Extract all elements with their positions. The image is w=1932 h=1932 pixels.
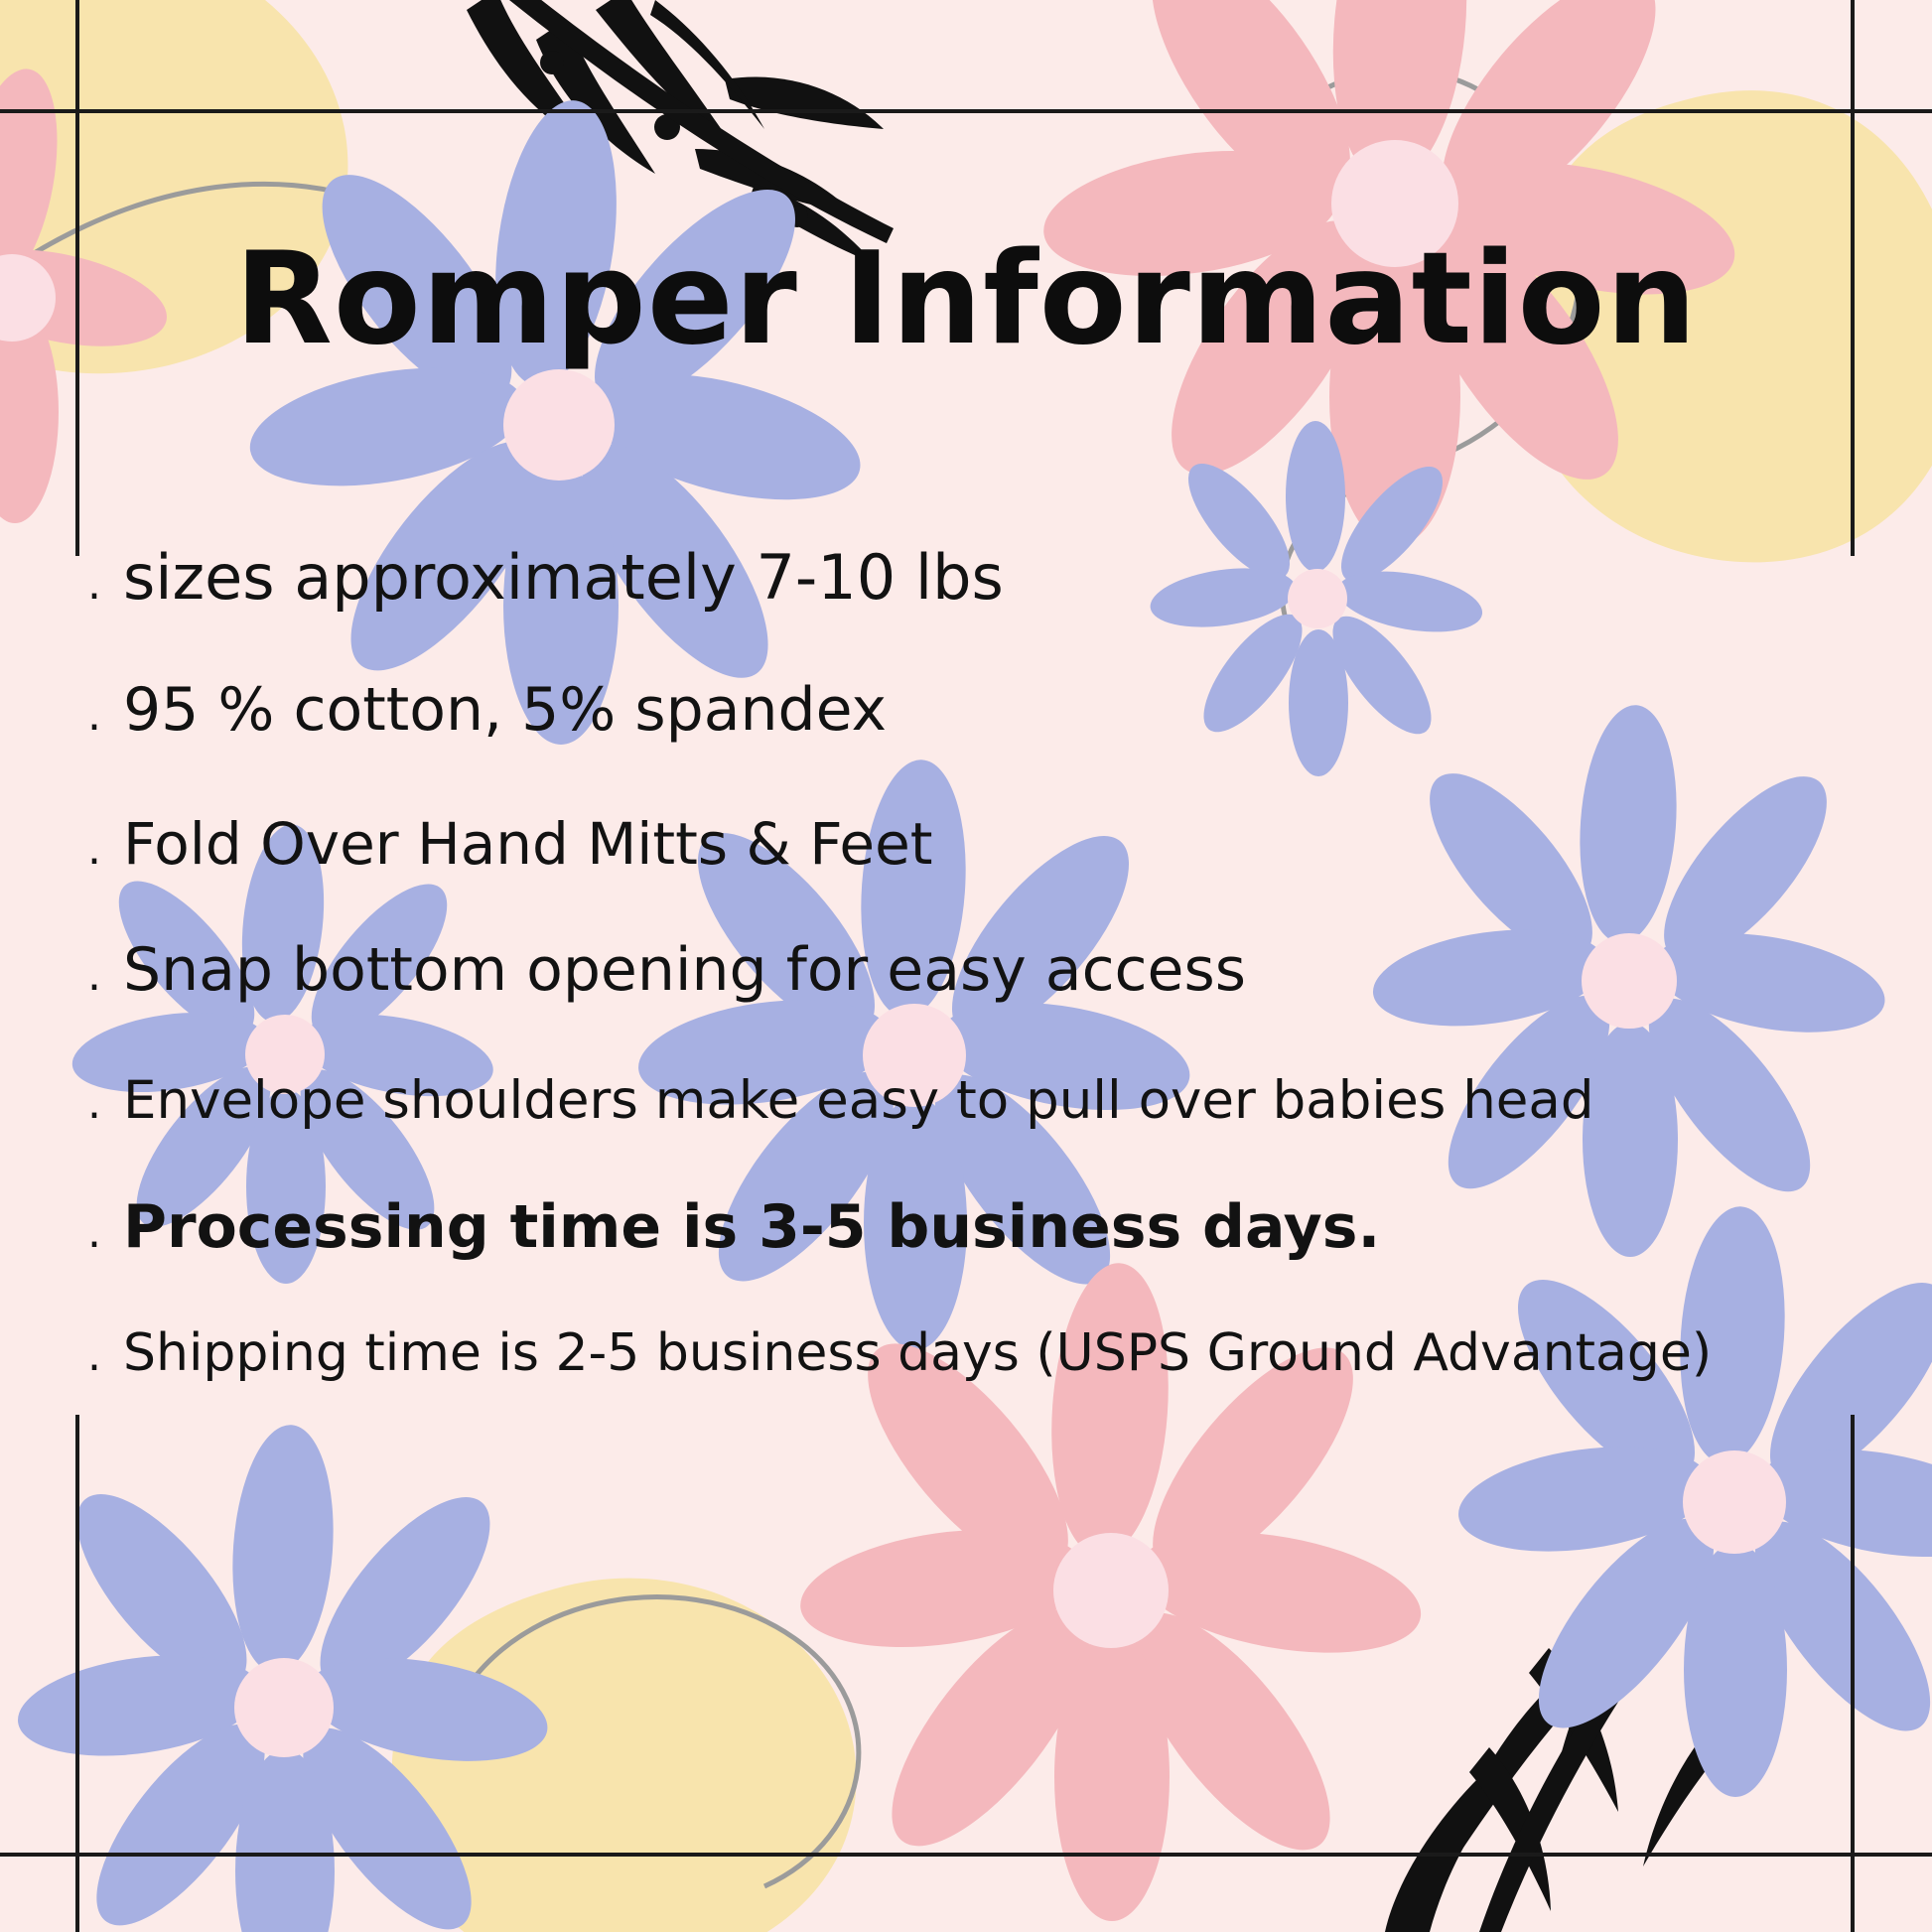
bullet-text: Snap bottom opening for easy access (123, 935, 1246, 1005)
bullet-marker: . (87, 690, 101, 741)
bullet-text: Processing time is 3-5 business days. (123, 1192, 1381, 1262)
page-title: Romper Information (234, 225, 1698, 373)
list-item (87, 935, 1894, 1005)
bullet-marker: . (87, 824, 101, 875)
bullet-list (87, 541, 1894, 1383)
bullet-marker: . (87, 1330, 101, 1381)
bullet-text: Envelope shoulders make easy to pull over babies head (123, 1070, 1594, 1131)
bullet-marker: . (87, 559, 101, 610)
bullet-text: 95 % cotton, 5% spandex (123, 675, 887, 745)
bullet-marker: . (87, 950, 101, 1001)
list-item (87, 1192, 1894, 1262)
list-item (87, 675, 1894, 745)
list-item (87, 1070, 1894, 1131)
bullet-text: Shipping time is 2-5 business days (USPS Ground Advantage) (123, 1323, 1713, 1383)
bullet-text: Fold Over Hand Mitts & Feet (123, 810, 933, 878)
bullet-marker: . (87, 1078, 101, 1129)
list-item (87, 541, 1894, 614)
list-item (87, 1323, 1894, 1383)
bullet-marker: . (87, 1207, 101, 1258)
bullet-text: sizes approximately 7-10 lbs (123, 541, 1004, 614)
list-item (87, 810, 1894, 878)
